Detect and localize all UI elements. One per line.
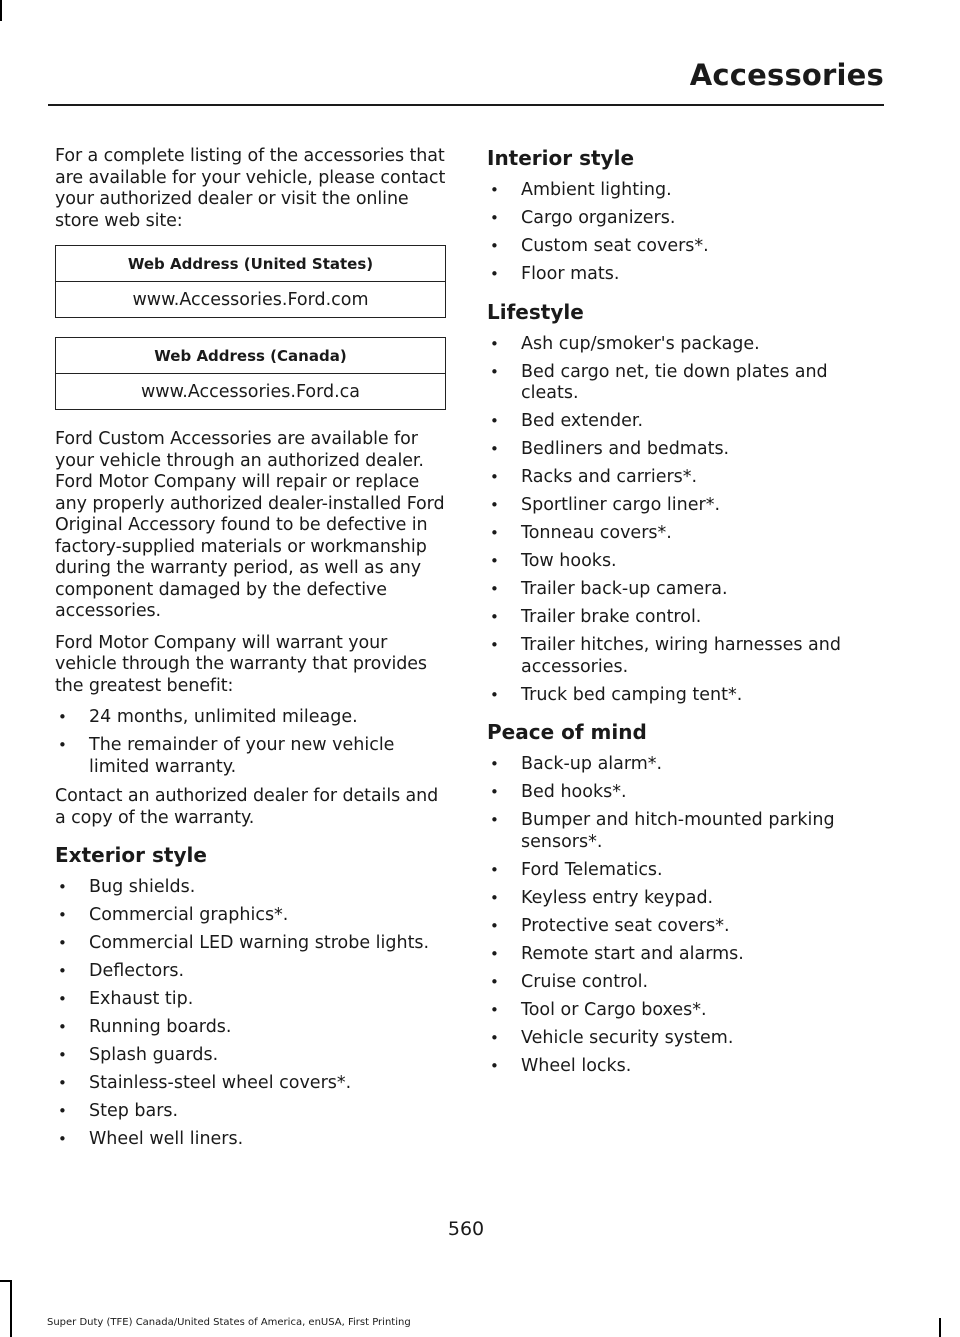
list-item: • The remainder of your new vehicle limited warranty. — [55, 735, 447, 778]
left-column — [55, 146, 447, 1159]
page-number: 560 — [447, 1218, 485, 1240]
list-item: • Wheel locks. — [487, 1056, 883, 1078]
header-divider — [48, 104, 884, 106]
web-address-canada-header: Web Address (Canada) — [56, 338, 446, 374]
interior-style-list — [487, 180, 883, 286]
list-item: • Cargo organizers. — [487, 208, 883, 230]
list-item: • Ambient lighting. — [487, 180, 883, 202]
list-item: • Protective seat covers*. — [487, 916, 883, 938]
list-item: • Bed hooks*. — [487, 782, 883, 804]
list-item: • Commercial graphics*. — [55, 905, 447, 927]
list-item: • Wheel well liners. — [55, 1129, 447, 1151]
footer-text: Super Duty (TFE) Canada/United States of America, enUSA, First Printing — [47, 1317, 411, 1328]
list-item: • Trailer back-up camera. — [487, 579, 883, 601]
contact-dealer-paragraph: Contact an authorized dealer for details and a copy of the warranty. — [55, 786, 439, 828]
intro-paragraph: For a complete listing of the accessories that are available for your vehicle, please contact your authorized dealer or visit the online store web site: — [55, 146, 446, 231]
list-item: • Remote start and alarms. — [487, 944, 883, 966]
list-item: • Truck bed camping tent*. — [487, 685, 883, 707]
exterior-style-list — [55, 877, 447, 1151]
list-item: • Bed extender. — [487, 411, 883, 433]
crop-mark-bottom-left-h — [0, 1280, 12, 1282]
list-item: • Tonneau covers*. — [487, 523, 883, 545]
list-item: • Trailer brake control. — [487, 607, 883, 629]
list-item: • Deflectors. — [55, 961, 447, 983]
list-item: • Tow hooks. — [487, 551, 883, 573]
lifestyle-heading: Lifestyle — [487, 299, 584, 324]
peace-of-mind-list — [487, 754, 883, 1077]
list-item: • Ford Telematics. — [487, 860, 883, 882]
list-item: • Step bars. — [55, 1101, 447, 1123]
web-address-canada-value: www.Accessories.Ford.ca — [56, 374, 446, 410]
crop-mark-bottom-right — [939, 1318, 941, 1337]
peace-of-mind-heading: Peace of mind — [487, 720, 647, 744]
web-address-canada-table — [55, 337, 446, 410]
list-item: • Splash guards. — [55, 1045, 447, 1067]
exterior-style-heading: Exterior style — [55, 843, 207, 867]
warranty-paragraph: Ford Motor Company will warrant your vehicle through the warranty that provides the greatest benefit: — [55, 632, 427, 696]
crop-mark-top-left-h — [0, 20, 2, 21]
crop-mark-top-left — [0, 0, 2, 20]
interior-style-heading: Interior style — [487, 146, 635, 170]
list-item: • Stainless-steel wheel covers*. — [55, 1073, 447, 1095]
list-item: • Racks and carriers*. — [487, 467, 883, 489]
list-item: • Bumper and hitch-mounted parking sensors*. — [487, 810, 883, 853]
list-item: • Cruise control. — [487, 972, 883, 994]
list-item: • Back-up alarm*. — [487, 754, 883, 776]
list-item: • Bug shields. — [55, 877, 447, 899]
crop-mark-bottom-left — [10, 1280, 12, 1337]
list-item: • Exhaust tip. — [55, 989, 447, 1011]
web-address-us-table — [55, 245, 446, 318]
web-address-us-value: www.Accessories.Ford.com — [56, 282, 446, 318]
web-address-us-header: Web Address (United States) — [56, 246, 446, 282]
list-item: • Commercial LED warning strobe lights. — [55, 933, 447, 955]
list-item: • 24 months, unlimited mileage. — [55, 707, 447, 729]
list-item: • Ash cup/smoker's package. — [487, 334, 883, 356]
list-item: • Custom seat covers*. — [487, 236, 883, 258]
list-item: • Bedliners and bedmats. — [487, 439, 883, 461]
list-item: • Floor mats. — [487, 264, 883, 286]
list-item: • Trailer hitches, wiring harnesses and accessories. — [487, 635, 883, 678]
list-item: • Bed cargo net, tie down plates and cleats. — [487, 362, 883, 405]
warranty-list — [55, 707, 447, 778]
list-item: • Vehicle security system. — [487, 1028, 883, 1050]
list-item: • Tool or Cargo boxes*. — [487, 1000, 883, 1022]
list-item: • Sportliner cargo liner*. — [487, 495, 883, 517]
page-title: Accessories — [689, 58, 884, 92]
lifestyle-list — [487, 334, 883, 707]
list-item: • Running boards. — [55, 1017, 447, 1039]
right-column — [487, 146, 883, 1085]
list-item: • Keyless entry keypad. — [487, 888, 883, 910]
custom-accessories-paragraph: Ford Custom Accessories are available for your vehicle through an authorized dealer. Ford Motor Company will repair or replace any properly authorized dealer-installed Ford Original Accessory found to be defective in factory-supplied materials or workmanship during the warranty period, as well as any component damaged by the defective accessories. — [55, 429, 445, 621]
